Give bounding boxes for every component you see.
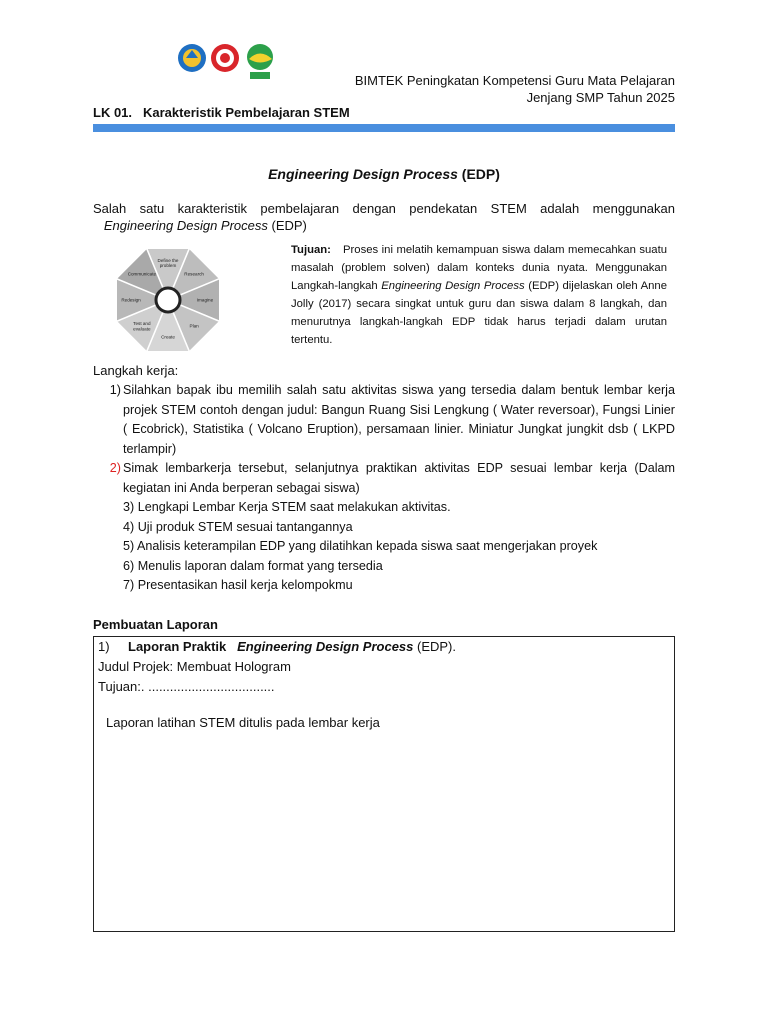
edp-segment-label: Create xyxy=(161,334,175,340)
edp-cycle-diagram xyxy=(106,245,230,355)
tujuan-label: Tujuan: xyxy=(291,244,331,256)
title-italic: Engineering Design Process xyxy=(268,166,458,182)
step-2 xyxy=(93,459,675,498)
header-organization xyxy=(355,72,675,106)
title-suffix: (EDP) xyxy=(457,166,500,182)
edp-segment-label: Imagine xyxy=(196,297,214,303)
report-item-1-bold: Laporan Praktik xyxy=(128,639,227,654)
step-2-text: Simak lembarkerja tersebut, selanjutnya praktikan aktivitas EDP sesuai lembar kerja (Dalam kegiatan ini Anda berperan sebagai siswa) xyxy=(123,461,675,495)
step-3: 3) Lengkapi Lembar Kerja STEM saat melakukan aktivitas. xyxy=(123,500,451,514)
step-1 xyxy=(93,381,675,459)
wave-seal-logo-icon xyxy=(247,44,273,79)
step-5: 5) Analisis keterampilan EDP yang dilatihkan kepada siswa saat mengerjakan proyek xyxy=(123,539,598,553)
gear-seal-logo-icon xyxy=(211,44,239,72)
intro-paragraph xyxy=(93,200,675,234)
edp-segment-label: Test and evaluate xyxy=(133,321,151,332)
report-project-title: Judul Projek: Membuat Hologram xyxy=(98,659,291,674)
report-box xyxy=(93,636,675,932)
worksheet-number: LK 01. xyxy=(93,105,133,120)
step-1-number: 1) xyxy=(109,383,121,397)
tujuan-paragraph xyxy=(291,241,667,349)
intro-suffix: (EDP) xyxy=(267,218,307,233)
header-line-2: Jenjang SMP Tahun 2025 xyxy=(526,90,675,105)
report-heading: Pembuatan Laporan xyxy=(93,617,218,632)
edp-center-ring xyxy=(156,288,180,312)
tujuan-text-1: Proses ini melatih kemampuan siswa dalam memecahkan suatu masalah (problem solven) dalam konteks dunia nyata. Menggunakan Langkah-langkah xyxy=(291,244,667,292)
edp-segment-label: Communicate xyxy=(127,271,157,277)
report-item-1-tail: (EDP). xyxy=(413,639,457,654)
step-4: 4) Uji produk STEM sesuai tantangannya xyxy=(123,519,353,534)
tujuan-text-2: (EDP) dijelaskan oleh Anne Jolly (2017) secara singkat untuk guru dan siswa dalam 8 langkah, dan menurutnya langkah-langkah EDP tidak harus terjadi dalam urutan tertentu. xyxy=(291,280,667,346)
tut-wuri-logo-icon xyxy=(178,44,206,72)
edp-segment-label: Plan xyxy=(189,323,199,329)
tujuan-italic: Engineering Design Process xyxy=(381,280,525,292)
step-2-number: 2) xyxy=(109,461,121,475)
report-objective: Tujuan:. ................................... xyxy=(98,679,275,694)
step-7: 7) Presentasikan hasil kerja kelompokmu xyxy=(123,578,353,592)
steps-heading: Langkah kerja: xyxy=(93,363,179,378)
edp-segment-label: Redesign xyxy=(121,297,141,303)
page-title xyxy=(0,166,768,182)
steps-list xyxy=(93,381,675,596)
report-item-1-number: 1) xyxy=(98,639,110,654)
edp-segment-label: Research xyxy=(184,271,204,277)
intro-text: Salah satu karakteristik pembelajaran dengan pendekatan STEM adalah menggunakan xyxy=(93,201,675,216)
worksheet-name: Karakteristik Pembelajaran STEM xyxy=(143,105,350,120)
header-divider-bar xyxy=(93,124,675,132)
institution-logos xyxy=(176,40,280,84)
worksheet-title xyxy=(93,105,350,120)
step-1-text: Silahkan bapak ibu memilih salah satu aktivitas siswa yang tersedia dalam bentuk lembar kerja projek STEM contoh dengan judul: Bangun Ruang Sisi Lengkung ( Water reversoar), Fungsi Linier ( Ecobrick), Statistika ( Volcano Eruption), persamaan linier. Miniatur Jungkat jungkit dsb ( LKPD terlampir) xyxy=(123,383,675,456)
intro-italic: Engineering Design Process xyxy=(103,218,268,233)
header-line-1: BIMTEK Peningkatan Kompetensi Guru Mata Pelajaran xyxy=(354,73,675,88)
report-item-1-italic: Engineering Design Process xyxy=(237,639,414,654)
step-6: 6) Menulis laporan dalam format yang tersedia xyxy=(123,558,383,573)
report-note: Laporan latihan STEM ditulis pada lembar kerja xyxy=(106,715,380,730)
edp-segment-label: Define the problem xyxy=(157,258,179,269)
report-item-1 xyxy=(98,637,670,657)
